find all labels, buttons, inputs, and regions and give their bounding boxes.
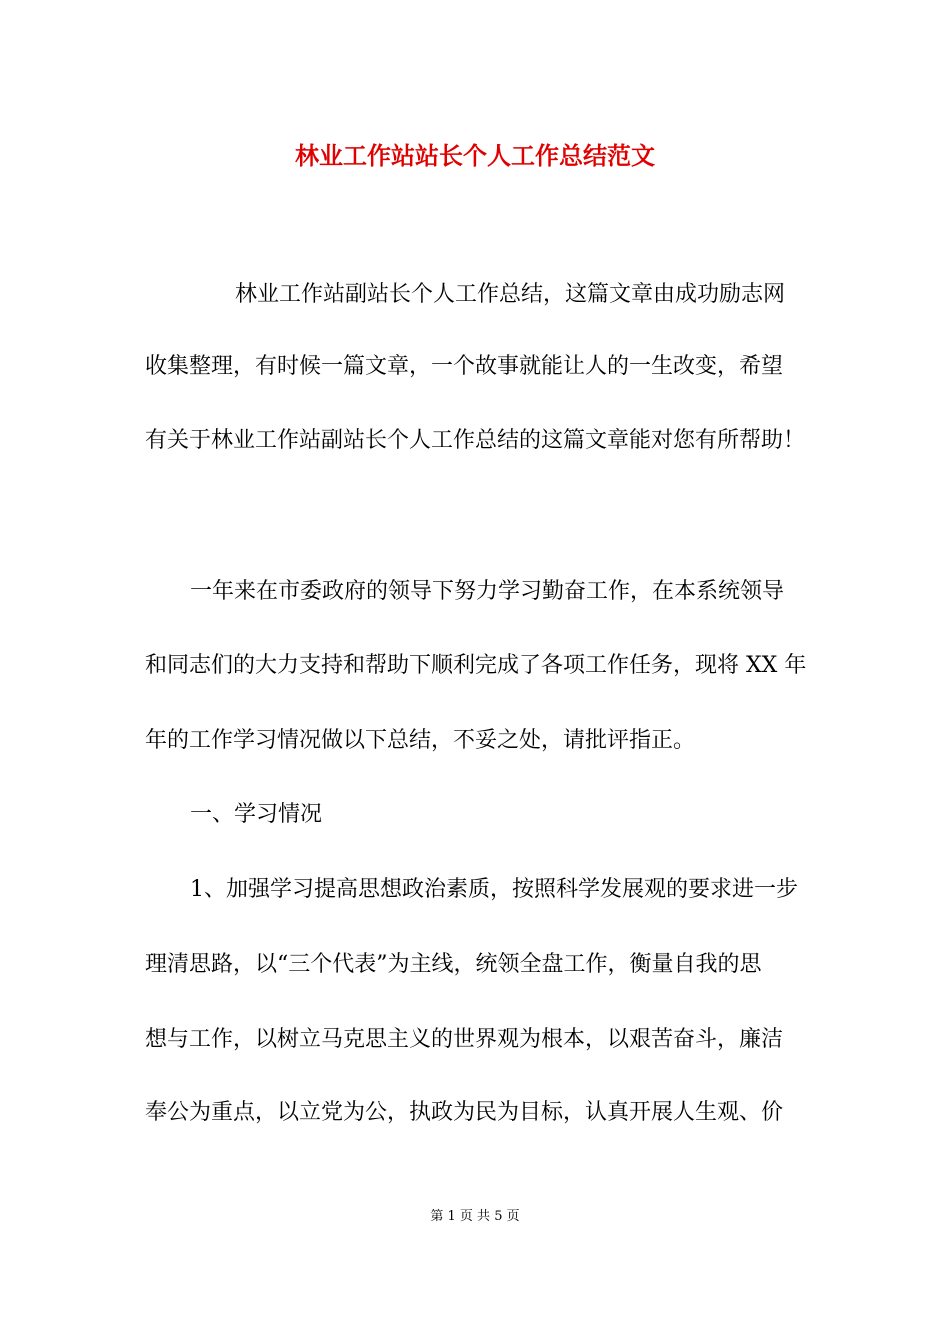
paragraph-line: 收集整理，有时候一篇文章，一个故事就能让人的一生改变，希望 <box>145 354 784 379</box>
paragraph-line: 和同志们的大力支持和帮助下顺利完成了各项工作任务，现将 XX 年 <box>145 653 807 678</box>
page-number-footer: 第 1 页 共 5 页 <box>430 1209 520 1224</box>
paragraph-line: 1、加强学习提高思想政治素质，按照科学发展观的要求进一步 <box>190 877 798 902</box>
document-title: 林业工作站站长个人工作总结范文 <box>295 141 655 170</box>
paragraph-line: 想与工作，以树立马克思主义的世界观为根本，以艰苦奋斗，廉洁 <box>145 1027 784 1052</box>
paragraph-line: 林业工作站副站长个人工作总结，这篇文章由成功励志网 <box>235 282 786 307</box>
paragraph-line: 奉公为重点，以立党为公，执政为民为目标，认真开展人生观、价 <box>145 1100 784 1125</box>
paragraph-line: 理清思路，以“三个代表”为主线，统领全盘工作，衡量自我的思 <box>145 952 762 977</box>
paragraph-line: 有关于林业工作站副站长个人工作总结的这篇文章能对您有所帮助！ <box>145 428 806 453</box>
paragraph-line: 一年来在市委政府的领导下努力学习勤奋工作，在本系统领导 <box>190 579 785 604</box>
section-heading: 一、学习情况 <box>190 802 323 827</box>
paragraph-line: 年的工作学习情况做以下总结，不妥之处，请批评指正。 <box>145 728 696 753</box>
